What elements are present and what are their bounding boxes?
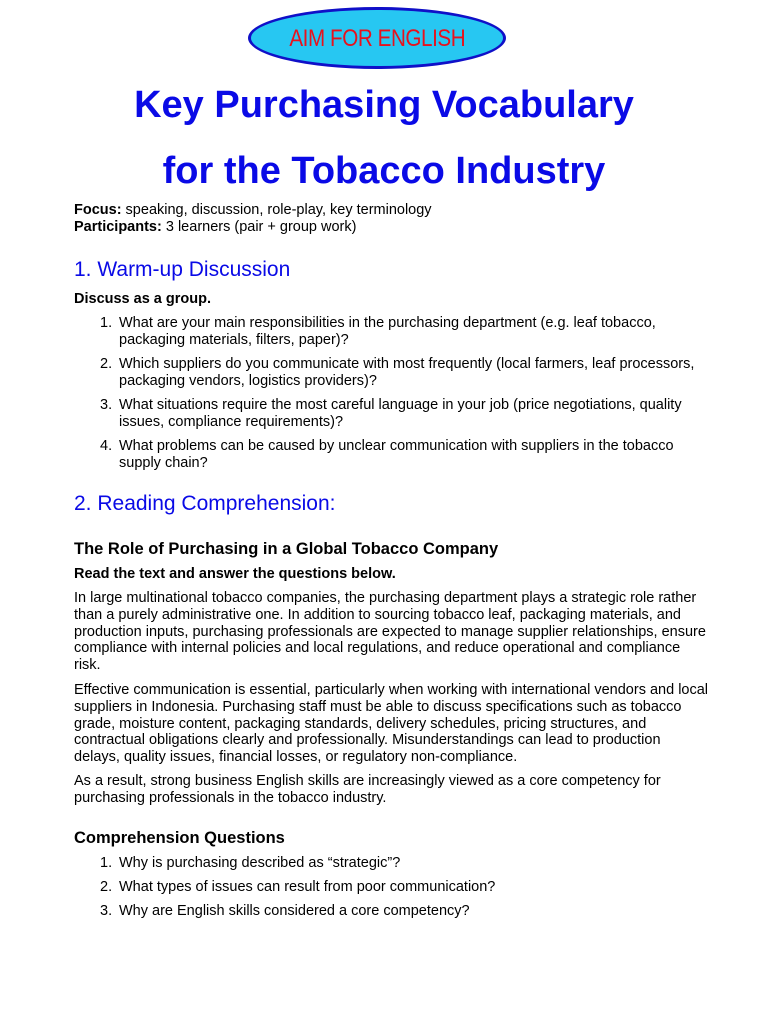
question-text: Which suppliers do you communicate with most frequently (local farmers, leaf processors, packaging vendors, logistics providers)? xyxy=(119,356,695,389)
list-item xyxy=(74,903,704,920)
section-1-heading: 1. Warm-up Discussion xyxy=(74,258,291,281)
question-number: 2. xyxy=(100,879,113,895)
comprehension-question-list xyxy=(74,855,704,927)
section-1-instruction: Discuss as a group. xyxy=(74,291,211,307)
logo-text: AIM FOR ENGLISH xyxy=(289,25,465,52)
question-number: 3. xyxy=(100,903,113,919)
list-item xyxy=(74,397,704,431)
warm-up-question-list xyxy=(74,315,704,479)
question-text: What problems can be caused by unclear communication with suppliers in the tobacco supply chain? xyxy=(119,438,674,471)
page-title-line-1: Key Purchasing Vocabulary xyxy=(134,84,634,126)
question-number: 3. xyxy=(100,397,113,413)
question-number: 4. xyxy=(100,438,113,454)
question-text: Why are English skills considered a core competency? xyxy=(119,903,470,919)
participants-line xyxy=(74,219,356,236)
list-item xyxy=(74,356,704,390)
article-paragraph-3: As a result, strong business English skills are increasingly viewed as a core competency for purchasing professionals in the tobacco industry. xyxy=(74,773,661,806)
page-title-line-2: for the Tobacco Industry xyxy=(162,150,606,192)
focus-value: speaking, discussion, role-play, key terminology xyxy=(121,202,432,218)
aim-for-english-logo xyxy=(248,7,506,69)
article-paragraph-1: In large multinational tobacco companies, the purchasing department plays a strategic role rather than a purely administrative one. In addition to sourcing tobacco leaf, packaging materials, and production inputs, purchasing professionals are expected to manage supplier relationships, ensure compliance with internal policies and local regulations, and reduce operational and compliance risk. xyxy=(74,590,706,674)
list-item xyxy=(74,855,704,872)
section-2-heading: 2. Reading Comprehension: xyxy=(74,492,336,515)
question-text: Why is purchasing described as “strategic”? xyxy=(119,855,401,871)
participants-label: Participants: xyxy=(74,219,162,235)
focus-label: Focus: xyxy=(74,202,122,218)
participants-value: 3 learners (pair + group work) xyxy=(161,219,357,235)
article-paragraph-2: Effective communication is essential, particularly when working with international vendors and local suppliers in Indonesia. Purchasing staff must be able to discuss specifications such as tobacco grade, moisture content, packaging standards, delivery schedules, pricing structures, and contractual obligations clearly and professionally. Misunderstandings can lead to production delays, quality issues, financial losses, or regulatory non-compliance. xyxy=(74,682,709,766)
question-number: 2. xyxy=(100,356,113,372)
question-number: 1. xyxy=(100,855,113,871)
logo-oval xyxy=(248,7,506,69)
question-number: 1. xyxy=(100,315,113,331)
list-item xyxy=(74,879,704,896)
focus-line xyxy=(74,202,432,219)
list-item xyxy=(74,438,704,472)
list-item xyxy=(74,315,704,349)
question-text: What are your main responsibilities in the purchasing department (e.g. leaf tobacco, packaging materials, filters, paper)? xyxy=(119,315,656,348)
question-text: What situations require the most careful language in your job (price negotiations, quality issues, compliance requirements)? xyxy=(119,397,682,430)
section-2-instruction: Read the text and answer the questions below. xyxy=(74,566,396,582)
question-text: What types of issues can result from poor communication? xyxy=(119,879,496,895)
article-title: The Role of Purchasing in a Global Tobacco Company xyxy=(74,540,499,558)
comprehension-questions-heading: Comprehension Questions xyxy=(74,829,285,847)
